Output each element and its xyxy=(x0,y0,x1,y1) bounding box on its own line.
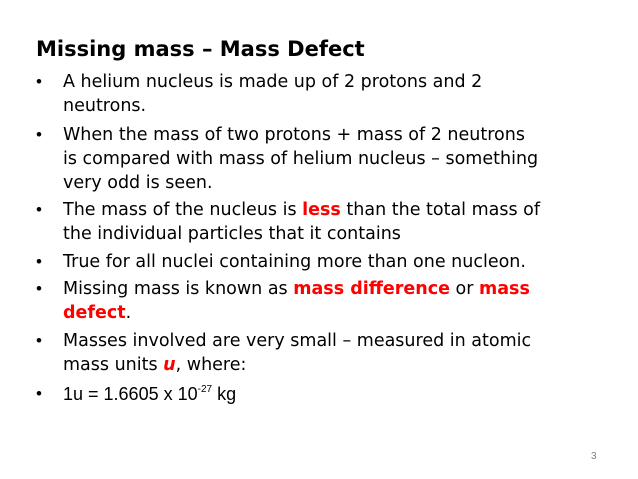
text-run: . xyxy=(125,303,132,323)
bullet-line: the individual particles that it contains xyxy=(63,224,401,244)
bullet-item-u-definition xyxy=(36,382,616,406)
bullet-icon: • xyxy=(36,384,42,403)
bullet-text xyxy=(63,382,616,406)
bullet-line xyxy=(63,198,616,222)
bullet-line: Masses involved are very small – measured in atomic xyxy=(63,331,532,351)
text-run: The mass of the nucleus is xyxy=(63,200,303,220)
text-run: than the total mass of xyxy=(340,200,541,220)
bullet-line: True for all nuclei containing more than one nucleon. xyxy=(63,252,526,272)
bullet-line: neutrons. xyxy=(63,96,147,116)
text-run: 1u = 1.6605 x 10 xyxy=(63,384,198,404)
bullet-line: When the mass of two protons + mass of 2 neutrons xyxy=(63,125,525,145)
text-run: or xyxy=(449,279,480,299)
bullet-item-mass-defect-name xyxy=(36,277,616,325)
bullet-line xyxy=(63,353,616,377)
bullet-text xyxy=(63,123,616,195)
text-run: kg xyxy=(212,384,237,404)
bullet-line: very odd is seen. xyxy=(63,173,213,193)
bullet-line xyxy=(63,301,616,325)
bullet-icon: • xyxy=(36,252,42,271)
highlight-u: u xyxy=(163,355,176,375)
highlight-less: less xyxy=(302,200,341,220)
bullet-icon: • xyxy=(36,279,42,298)
bullet-icon: • xyxy=(36,200,42,219)
slide-title: Missing mass – Mass Defect xyxy=(36,37,365,61)
bullet-icon: • xyxy=(36,331,42,350)
bullet-icon: • xyxy=(36,125,42,144)
bullet-item-helium-composition xyxy=(36,70,616,118)
bullet-item-atomic-mass-units xyxy=(36,329,616,377)
bullet-line: is compared with mass of helium nucleus – something xyxy=(63,149,539,169)
text-run: mass units xyxy=(63,355,164,375)
bullet-icon: • xyxy=(36,72,42,91)
bullet-item-mass-comparison xyxy=(36,123,616,195)
page-number: 3 xyxy=(591,451,597,462)
bullet-item-all-nuclei xyxy=(36,250,616,274)
bullet-line xyxy=(63,277,616,301)
bullet-text xyxy=(63,198,616,246)
highlight-mass-difference: mass difference xyxy=(293,279,450,299)
highlight-mass: mass xyxy=(479,279,530,299)
exponent: -27 xyxy=(197,384,213,395)
text-run: Missing mass is known as xyxy=(63,279,294,299)
bullet-line: A helium nucleus is made up of 2 protons and 2 xyxy=(63,72,483,92)
bullet-text xyxy=(63,250,616,274)
bullet-text xyxy=(63,70,616,118)
text-run: , where: xyxy=(175,355,247,375)
bullet-item-nucleus-mass-less xyxy=(36,198,616,246)
bullet-line xyxy=(63,382,616,406)
highlight-defect: defect xyxy=(63,303,126,323)
bullet-text xyxy=(63,329,616,377)
bullet-text xyxy=(63,277,616,325)
